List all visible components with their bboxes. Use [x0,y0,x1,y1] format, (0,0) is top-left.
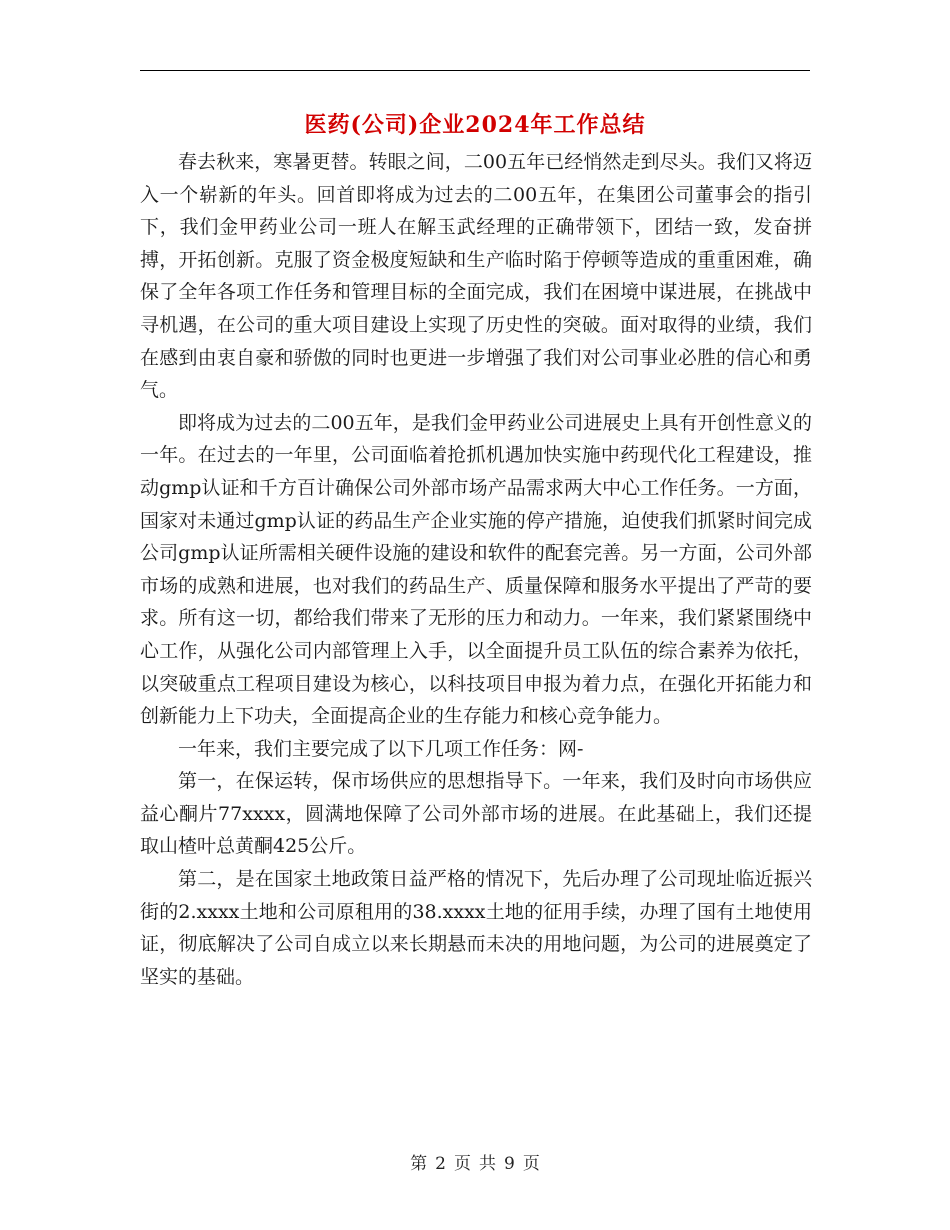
paragraph-3: 一年来，我们主要完成了以下几项工作任务：网- [178,737,584,760]
paragraph-5: 第二，是在国家土地政策日益严格的情况下，先后办理了公司现址临近振兴街的2.xxxx土地和公司原租用的38.xxxx土地的征用手续，办理了国有土地使用证，彻底解决了公司自成立以来长期悬而未决的用地问题，为公司的进展奠定了坚实的基础。 [140,868,812,988]
total-prefix: 共 [479,1154,496,1174]
page-footer [0,1152,950,1176]
page-prefix: 第 [410,1154,428,1174]
document-title: 医药(公司)企业2024年工作总结 [304,112,646,138]
paragraph-2: 即将成为过去的二00五年，是我们金甲药业公司进展史上具有开创性意义的一年。在过去的一年里，公司面临着抢抓机遇加快实施中药现代化工程建设，推动gmp认证和千方百计确保公司外部市场产品需求两大中心工作任务。一方面，国家对未通过gmp认证的药品生产企业实施的停产措施，迫使我们抓紧时间完成公司gmp认证所需相关硬件设施的建设和软件的配套完善。另一方面，公司外部市场的成熟和进展，也对我们的药品生产、质量保障和服务水平提出了严苛的要求。所有这一切，都给我们带来了无形的压力和动力。一年来，我们紧紧围绕中心工作，从强化公司内部管理上入手，以全面提升员工队伍的综合素养为依托，以突破重点工程项目建设为核心，以科技项目申报为着力点，在强化开拓能力和创新能力上下功夫，全面提高企业的生存能力和核心竞争能力。 [140,411,812,728]
paragraph-1: 春去秋来，寒暑更替。转眼之间，二00五年已经悄然走到尽头。我们又将迈入一个崭新的年头。回首即将成为过去的二00五年，在集团公司董事会的指引下，我们金甲药业公司一班人在解玉武经理的正确带领下，团结一致，发奋拼搏，开拓创新。克服了资金极度短缺和生产临时陷于停顿等造成的重重困难，确保了全年各项工作任务和管理目标的全面完成，我们在困境中谋进展，在挑战中寻机遇，在公司的重大项目建设上实现了历史性的突破。面对取得的业绩，我们在感到由衷自豪和骄傲的同时也更进一步增强了我们对公司事业必胜的信心和勇气。 [140,151,812,402]
page-current: 2 [435,1154,446,1174]
page-total: 9 [504,1154,515,1174]
page-unit: 页 [454,1154,471,1174]
total-unit: 页 [522,1154,540,1174]
paragraph-4: 第一，在保运转，保市场供应的思想指导下。一年来，我们及时向市场供应益心酮片77xxxx，圆满地保障了公司外部市场的进展。在此基础上，我们还提取山楂叶总黄酮425公斤。 [140,770,812,858]
header-rule [140,70,810,71]
document-body [140,146,812,993]
